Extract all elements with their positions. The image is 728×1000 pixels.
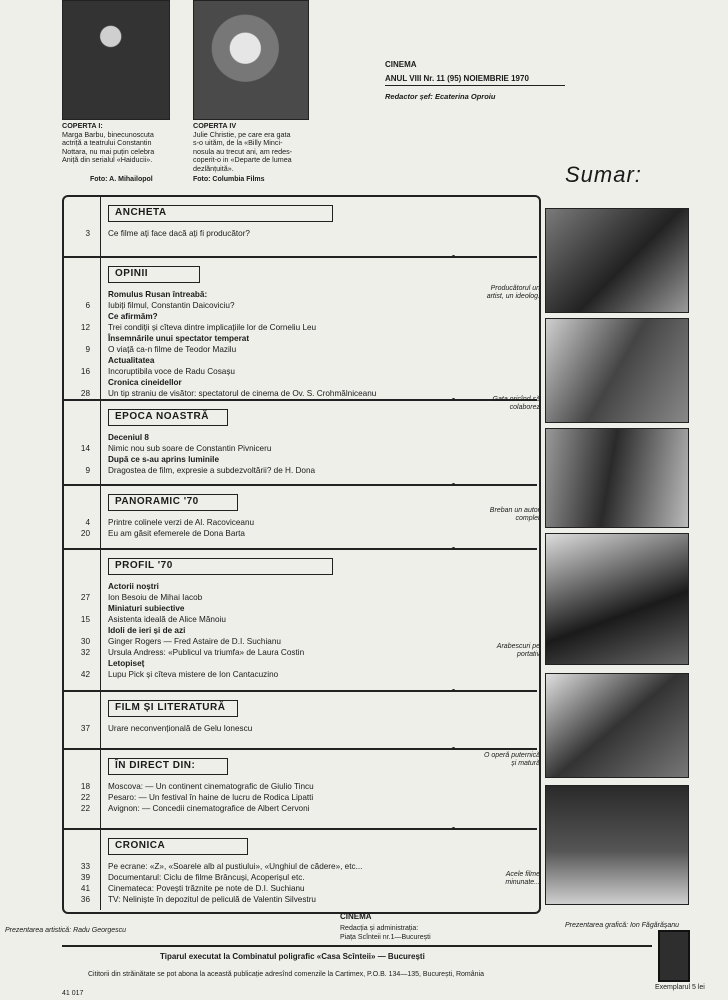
section-heading: CRONICA xyxy=(108,838,248,855)
toc-row xyxy=(62,658,537,669)
article-title: Lupu Pick și cîteva mistere de Ion Cantacuzino xyxy=(108,670,279,679)
page-number: 41 xyxy=(80,884,90,893)
divider-dot xyxy=(452,689,455,692)
article-rubric: Idoli de ieri și de azi xyxy=(108,626,186,635)
toc-row xyxy=(62,803,537,814)
article-title: Cinemateca: Povești trăznite pe note de D.I. Suchianu xyxy=(108,884,305,893)
divider-dot xyxy=(452,747,455,750)
page-number: 3 xyxy=(85,229,90,238)
footer-address: Piața Scînteii nr.1—București xyxy=(340,934,431,941)
editor-line: Redactor șef: Ecaterina Oproiu xyxy=(385,92,496,101)
cover4-line: s-o uităm, de la «Billy Minci- xyxy=(193,138,283,148)
article-rubric: Miniaturi subiective xyxy=(108,604,185,613)
page-number: 28 xyxy=(80,389,90,398)
toc-row xyxy=(62,454,537,465)
article-title: Ginger Rogers — Fred Astaire de D.I. Suchianu xyxy=(108,637,281,646)
photo-chorus xyxy=(545,785,689,905)
toc-row xyxy=(62,300,537,311)
article-rubric: Actorii noștri xyxy=(108,582,159,591)
article-title: Ursula Andress: «Publicul va triumfa» de Laura Costin xyxy=(108,648,305,657)
photo-dancer xyxy=(545,533,689,665)
print-line: Tiparul executat la Combinatul poligrafic «Casa Scînteii» — București xyxy=(160,952,425,961)
toc-row xyxy=(62,344,537,355)
toc-row xyxy=(62,592,537,603)
cover1-line: Aniță din serialul «Haiducii». xyxy=(62,155,153,165)
section-divider xyxy=(62,256,537,258)
photo-office xyxy=(545,318,689,423)
article-title: Ce filme ați face dacă ați fi producător? xyxy=(108,229,250,238)
page-number: 32 xyxy=(80,648,90,657)
article-rubric: Romulus Rusan întreabă: xyxy=(108,290,208,299)
page-number: 36 xyxy=(80,895,90,904)
toc-row xyxy=(62,872,537,883)
photo-caption: Producătorul un artist, un ideolog. xyxy=(486,285,540,301)
article-title: Asistenta ideală de Alice Mănoiu xyxy=(108,615,226,624)
page-number: 20 xyxy=(80,529,90,538)
cover1-line: Marga Barbu, binecunoscuta xyxy=(62,129,154,139)
toc-row xyxy=(62,603,537,614)
section-heading: PROFIL '70 xyxy=(108,558,333,575)
article-title: Incoruptibila voce de Radu Cosașu xyxy=(108,367,235,376)
toc-row xyxy=(62,894,537,905)
toc-row xyxy=(62,861,537,872)
article-title: Ion Besoiu de Mihai Iacob xyxy=(108,593,203,602)
page-number: 6 xyxy=(85,301,90,310)
article-title: Trei condiții și cîteva dintre implicațiile lor de Corneliu Leu xyxy=(108,323,317,332)
article-title: Eu am găsit efemerele de Dona Barta xyxy=(108,529,245,538)
cover4-heading: COPERTA IV xyxy=(193,121,237,130)
toc-row xyxy=(62,581,537,592)
article-title: Pe ecrane: «Z», «Soarele alb al pustiului», «Unghiul de cădere», etc... xyxy=(108,862,363,871)
cover1-line: Nottara, nu mai puțin celebra xyxy=(62,146,155,156)
page-number: 16 xyxy=(80,367,90,376)
magazine-title: CINEMA xyxy=(385,60,417,69)
section-heading: OPINII xyxy=(108,266,200,283)
page-number: 12 xyxy=(80,323,90,332)
page-number: 9 xyxy=(85,345,90,354)
page-number: 42 xyxy=(80,670,90,679)
cover1-photo xyxy=(62,0,170,120)
section-divider xyxy=(62,548,537,550)
page-number: 39 xyxy=(80,873,90,882)
cover1-caption xyxy=(62,122,180,165)
article-title: Un tip straniu de visător: spectatorul de cinema de Ov. S. Crohmălniceanu xyxy=(108,389,377,398)
page-number: 22 xyxy=(80,804,90,813)
toc-row xyxy=(62,377,537,388)
toc-row xyxy=(62,792,537,803)
page-number: 4 xyxy=(85,518,90,527)
section-divider xyxy=(62,484,537,486)
cover4-line: nosula au trecut ani, am redes- xyxy=(193,146,293,156)
toc-row xyxy=(62,333,537,344)
section-divider xyxy=(62,690,537,692)
cover4-credit: Foto: Columbia Films xyxy=(193,176,265,183)
toc-row xyxy=(62,647,537,658)
article-title: Iubiți filmul, Constantin Daicoviciu? xyxy=(108,301,235,310)
graphic-credit: Prezentarea grafică: Ion Făgărășanu xyxy=(565,922,680,929)
divider-dot xyxy=(452,398,455,401)
article-title: Documentarul: Ciclu de filme Brâncuși, Acoperișul etc. xyxy=(108,873,305,882)
divider-dot xyxy=(452,255,455,258)
section-divider xyxy=(62,828,537,830)
cover1-credit: Foto: A. Mihailopol xyxy=(90,176,153,183)
toc-row xyxy=(62,322,537,333)
article-title: Urare neconvențională de Gelu Ionescu xyxy=(108,724,253,733)
cover1-line: actriță a teatrului Constantin xyxy=(62,138,152,148)
article-title: Moscova: — Un continent cinematografic de Giulio Tincu xyxy=(108,782,314,791)
article-rubric: Ce afirmăm? xyxy=(108,312,158,321)
cover4-caption xyxy=(193,122,313,174)
section-heading: EPOCA NOASTRĂ xyxy=(108,409,228,426)
article-title: Dragostea de film, expresie a subdezvoltării? de H. Dona xyxy=(108,466,316,475)
toc-row xyxy=(62,636,537,647)
print-code: 41 017 xyxy=(62,990,84,997)
toc-row xyxy=(62,883,537,894)
cover1-heading: COPERTA I: xyxy=(62,121,103,130)
article-rubric: Cronica cineidellor xyxy=(108,378,182,387)
footer-title: CINEMA xyxy=(340,912,372,921)
section-heading: PANORAMIC '70 xyxy=(108,494,238,511)
photo-group xyxy=(545,428,689,528)
toc-row xyxy=(62,289,537,300)
photo-caption: Acele filme minunate... xyxy=(505,871,540,887)
cover4-line: Julie Christie, pe care era gata xyxy=(193,129,291,139)
article-rubric: Actualitatea xyxy=(108,356,155,365)
photo-producer xyxy=(545,208,689,313)
page-number: 27 xyxy=(80,593,90,602)
issue-line: ANUL VIII Nr. 11 (95) NOIEMBRIE 1970 xyxy=(385,74,565,86)
footer-rule xyxy=(62,945,652,947)
toc-row xyxy=(62,614,537,625)
section-heading: ANCHETA xyxy=(108,205,333,222)
article-title: TV: Neliniște în depozitul de peliculă de Valentin Silvestru xyxy=(108,895,316,904)
publisher-logo xyxy=(658,930,690,982)
cover4-line: dezlănțuită». xyxy=(193,163,234,173)
toc-row xyxy=(62,432,537,443)
divider-dot xyxy=(452,827,455,830)
photo-caption: O operă puternică și matură xyxy=(483,752,540,768)
page-number: 37 xyxy=(80,724,90,733)
toc-row xyxy=(62,366,537,377)
article-title: Printre colinele verzi de Al. Racoviceanu xyxy=(108,518,255,527)
section-heading: ÎN DIRECT DIN: xyxy=(108,758,228,775)
photo-caption: Arabescuri pe portativ xyxy=(496,643,540,659)
page-number: 15 xyxy=(80,615,90,624)
article-title: Avignon: — Concedii cinematografice de Albert Cervoni xyxy=(108,804,310,813)
toc-row xyxy=(62,517,537,528)
section-divider xyxy=(62,399,537,401)
page-number: 9 xyxy=(85,466,90,475)
sumar-title: Sumar: xyxy=(565,162,642,187)
copies-line: Exemplarul 5 lei xyxy=(655,984,705,991)
toc-row xyxy=(62,781,537,792)
photo-caption: Breban un autor complet xyxy=(489,507,540,523)
cover4-photo xyxy=(193,0,309,120)
photo-caption: Gata oricînd să colaborez xyxy=(492,396,540,412)
toc-row xyxy=(62,625,537,636)
toc-row xyxy=(62,228,537,239)
footer-address: Redacția și administrația: xyxy=(340,925,419,932)
article-title: Pesaro: — Un festival în haine de lucru de Rodica Lipatti xyxy=(108,793,314,802)
toc-row xyxy=(62,528,537,539)
section-heading: FILM ȘI LITERATURĂ xyxy=(108,700,238,717)
article-rubric: După ce s-au aprins luminile xyxy=(108,455,220,464)
page-number: 14 xyxy=(80,444,90,453)
toc-row xyxy=(62,311,537,322)
toc-row xyxy=(62,443,537,454)
page-number: 30 xyxy=(80,637,90,646)
toc-row xyxy=(62,355,537,366)
article-title: Nimic nou sub soare de Constantin Pivniceru xyxy=(108,444,272,453)
article-rubric: Deceniul 8 xyxy=(108,433,149,442)
article-rubric: Letopiseț xyxy=(108,659,145,668)
section-divider xyxy=(62,748,537,750)
divider-dot xyxy=(452,547,455,550)
toc-row xyxy=(62,723,537,734)
article-title: O viață ca-n filme de Teodor Mazilu xyxy=(108,345,237,354)
photo-crowd xyxy=(545,673,689,778)
toc-row xyxy=(62,388,537,399)
divider-dot xyxy=(452,483,455,486)
page-number: 22 xyxy=(80,793,90,802)
page-number: 33 xyxy=(80,862,90,871)
abroad-line: Cititorii din străinătate se pot abona la această publicație adresînd comenzile la Cartimex, P.O.B. 134—135, București, România xyxy=(88,971,484,978)
cover4-line: coperit-o in «Departe de lumea xyxy=(193,155,292,165)
toc-row xyxy=(62,465,537,476)
page-number: 18 xyxy=(80,782,90,791)
article-rubric: Însemnările unui spectator temperat xyxy=(108,334,250,343)
art-credit: Prezentarea artistică: Radu Georgescu xyxy=(5,927,127,934)
toc-row xyxy=(62,669,537,680)
